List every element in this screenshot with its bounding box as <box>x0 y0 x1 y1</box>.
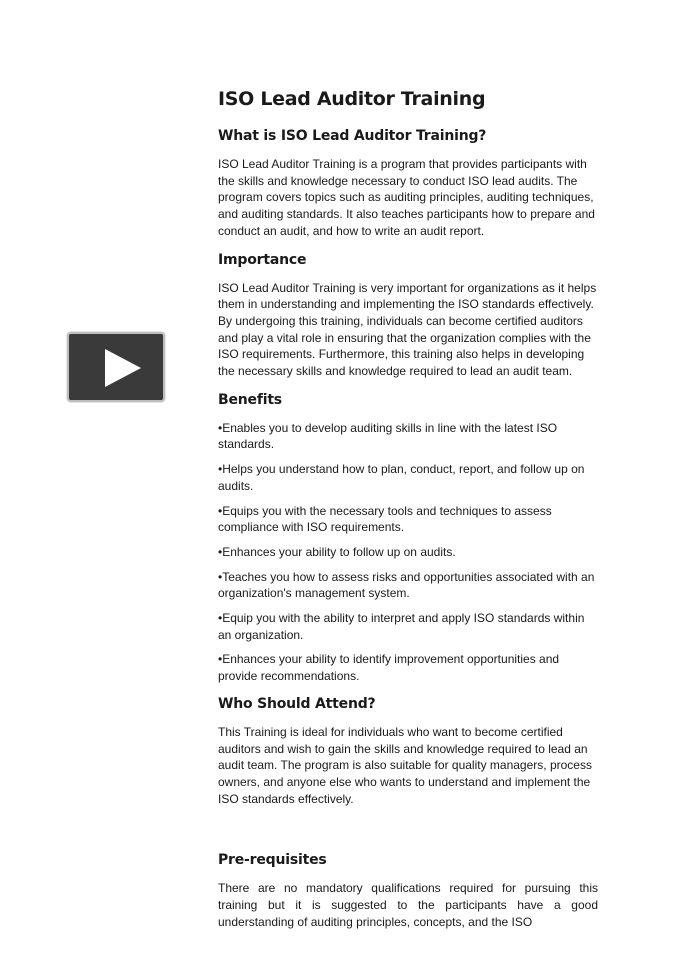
section-heading-prereq: Pre-requisites <box>218 852 327 869</box>
section-body-prereq: There are no mandatory qualifications required for pursuing this training but it is suggested to the participants have a good understanding of auditing principles, concepts, and the ISO <box>218 881 598 929</box>
section-body-what: ISO Lead Auditor Training is a program that provides participants with the skills and knowledge necessary to conduct ISO lead audits. The program covers topics such as auditing principles, auditing techniques, and auditing standards. It also teaches participants how to prepare and conduct an audit, and how to write an audit report. <box>218 157 595 238</box>
benefit-item: •Enhances your ability to identify improvement opportunities and provide recommendations. <box>218 652 560 684</box>
section-heading-what: What is ISO Lead Auditor Training? <box>218 128 487 144</box>
section-heading-benefits: Benefits <box>218 391 282 408</box>
benefit-item: •Enables you to develop auditing skills in line with the latest ISO standards. <box>218 420 558 452</box>
play-icon <box>105 349 141 387</box>
section-heading-importance: Importance <box>218 251 307 268</box>
section-spacer <box>218 816 598 849</box>
benefit-item: •Equips you with the necessary tools and techniques to assess compliance with ISO requirements. <box>218 503 552 535</box>
document-body <box>218 86 598 940</box>
benefit-item: •Helps you understand how to plan, conduct, report, and follow up on audits. <box>218 462 585 493</box>
section-body-importance: ISO Lead Auditor Training is very important for organizations as it helps them in understanding and implementing the ISO standards effectively. By undergoing this training, individuals can become certified auditors and play a vital role in ensuring that the organization complies with the ISO requirements. Furthermore, this training also helps in developing the necessary skills and knowledge required to lead an audit team. <box>218 280 597 379</box>
benefit-item: •Enhances your ability to follow up on audits. <box>218 544 456 559</box>
benefit-item: •Equip you with the ability to interpret and apply ISO standards within an organization. <box>218 611 585 642</box>
section-heading-attend: Who Should Attend? <box>218 695 376 712</box>
benefit-item: •Teaches you how to assess risks and opportunities associated with an organization's management system. <box>218 569 595 601</box>
section-body-attend: This Training is ideal for individuals who want to become certified auditors and wish to gain the skills and knowledge required to lead an audit team. The program is also suitable for quality managers, process owners, and anyone else who wants to understand and implement the ISO standards effectively. <box>218 724 592 806</box>
video-play-button[interactable] <box>67 332 165 402</box>
page-title: ISO Lead Auditor Training <box>218 88 486 110</box>
